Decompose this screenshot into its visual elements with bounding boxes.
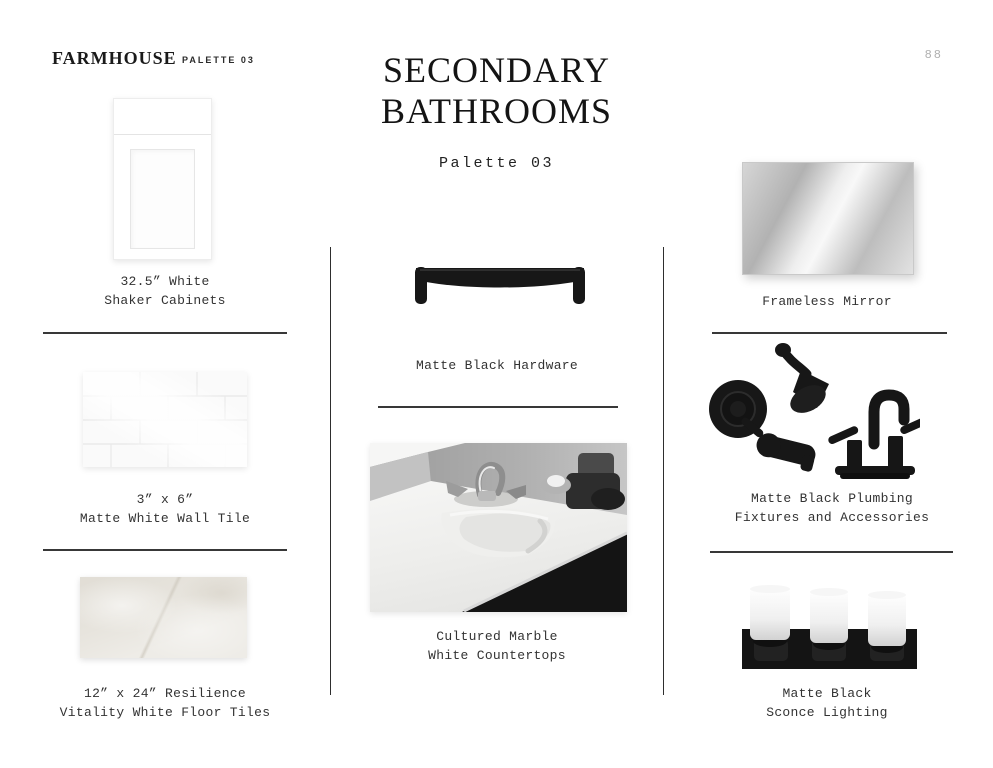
cabinet-caption [45,272,285,310]
column-divider-left [330,247,331,695]
vitality-white-floor-tile-image [80,577,247,658]
shower-valve [709,380,767,439]
white-subway-wall-tile-image [83,372,247,467]
countertop-caption-line1: Cultured Marble [436,629,558,644]
white-shaker-cabinet-image [113,98,212,260]
left-divider-1 [43,332,287,334]
hardware-caption [377,356,617,375]
brand-logo: FARMHOUSE [52,48,177,68]
countertop-caption-line2: White Countertops [428,648,566,663]
sconce-light-icon [742,585,917,670]
plumbing-caption-line2: Fixtures and Accessories [734,510,930,525]
wall-tile-caption [45,490,285,528]
page-title-line2: BATHROOMS [380,91,613,131]
tub-spout [753,431,818,473]
pull-handle-icon [410,258,590,306]
page-title-line1: SECONDARY [382,50,611,90]
floor-tile-caption-line1: 12” x 24” Resilience [83,686,247,701]
column-divider-right [663,247,664,695]
frameless-mirror-image [742,162,914,275]
floor-tile-caption-line2: Vitality White Floor Tiles [59,705,271,720]
countertop-photo-illustration [370,443,627,612]
hardware-caption-line1: Matte Black Hardware [415,358,579,373]
page-subtitle: Palette 03 [438,155,554,172]
right-divider-1 [712,332,947,334]
wall-tile-caption-line1: 3” x 6” [136,492,194,507]
matte-black-sconce-image [742,585,917,670]
cabinet-drawer-line [114,134,211,135]
sconce-caption [707,684,947,722]
plumbing-caption-line1: Matte Black Plumbing [750,491,914,506]
subway-tile-pattern [83,372,247,467]
cabinet-caption-line2: Shaker Cabinets [104,293,226,308]
glass-shades [750,585,906,653]
centerset-faucet [827,395,920,479]
mirror-caption-line1: Frameless Mirror [762,294,892,309]
mirror-caption [707,292,947,311]
countertop-caption [377,627,617,665]
page-number: 88 [924,48,943,62]
sconce-caption-line2: Sconce Lighting [766,705,888,720]
floor-tile-caption [45,684,285,722]
left-divider-2 [43,549,287,551]
cabinet-door-panel [130,149,195,249]
matte-black-pull-handle-image [410,258,590,306]
sconce-caption-line1: Matte Black [782,686,872,701]
plumbing-caption [712,489,952,527]
right-divider-2 [710,551,953,553]
shower-head [775,343,830,419]
palette-label: PALETTE 03 [182,55,255,65]
wall-tile-caption-line2: Matte White Wall Tile [79,511,251,526]
cultured-marble-countertop-photo [370,443,627,612]
matte-black-plumbing-image [707,342,920,480]
middle-divider [378,406,618,408]
plumbing-fixtures-icon [707,342,920,480]
cabinet-caption-line1: 32.5” White [120,274,210,289]
